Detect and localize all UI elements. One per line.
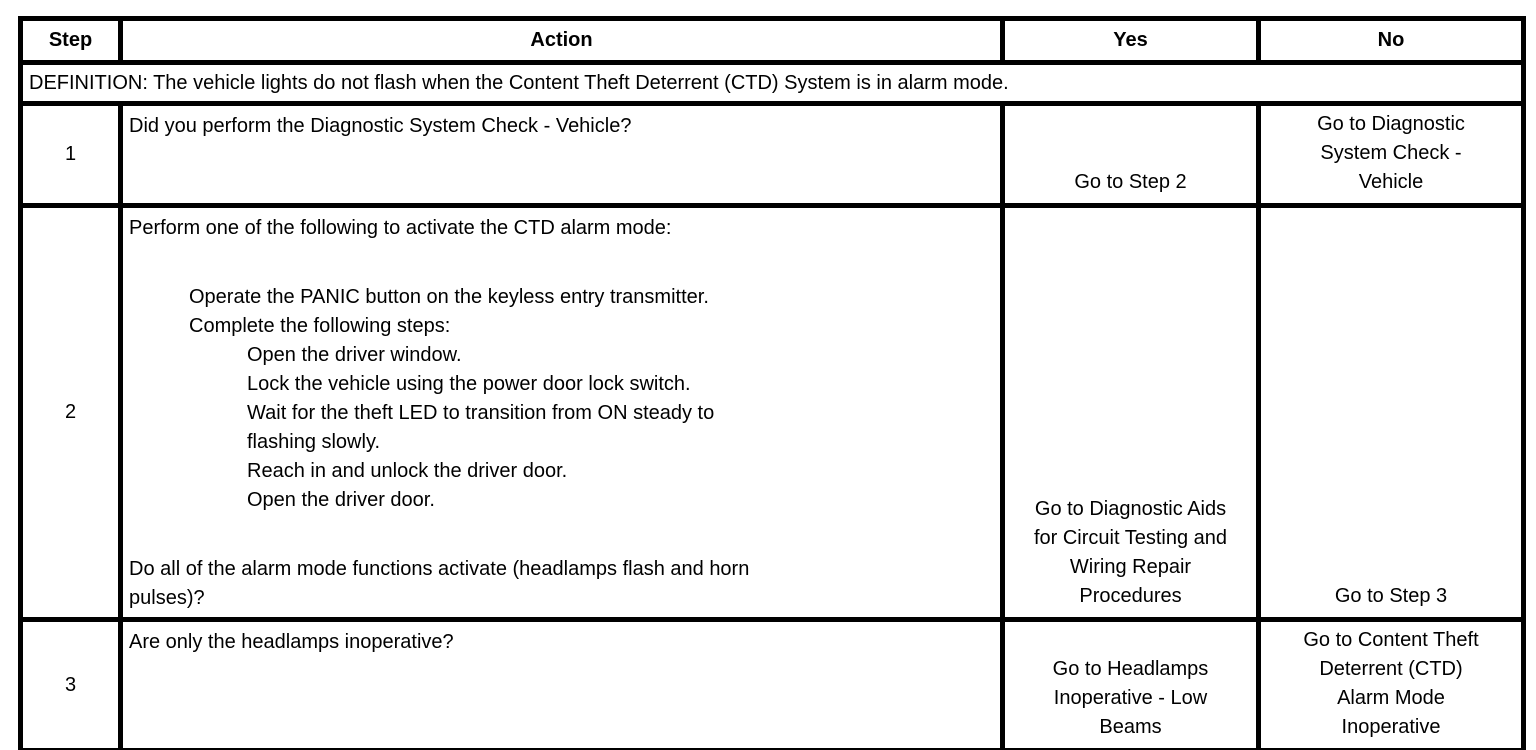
action-line: Reach in and unlock the driver door. xyxy=(247,460,568,482)
table-row-step-1 xyxy=(21,104,1524,206)
yes-line: Inoperative - Low xyxy=(1053,687,1208,709)
action-line: Did you perform the Diagnostic System Check - Vehicle? xyxy=(129,115,632,137)
table-row-step-2 xyxy=(21,206,1524,620)
yes-line: Go to Step 2 xyxy=(1074,171,1187,193)
definition-row xyxy=(21,63,1524,104)
yes-line: Go to Diagnostic Aids xyxy=(1034,498,1227,520)
col-header-step: Step xyxy=(21,19,121,63)
yes-line: Wiring Repair xyxy=(1069,556,1192,578)
action-cell xyxy=(121,620,1003,750)
action-line: pulses)? xyxy=(129,587,205,609)
yes-line: for Circuit Testing and xyxy=(1033,527,1228,549)
yes-line: Go to Headlamps xyxy=(1052,658,1209,680)
no-cell xyxy=(1259,104,1524,206)
no-line: Alarm Mode xyxy=(1337,687,1445,709)
header-row xyxy=(21,19,1524,63)
action-line: Are only the headlamps inoperative? xyxy=(129,631,454,653)
no-line: Inoperative xyxy=(1341,716,1441,738)
action-line: Complete the following steps: xyxy=(189,315,451,337)
table-row-step-3 xyxy=(21,620,1524,750)
no-line: System Check - xyxy=(1320,142,1462,164)
action-cell xyxy=(121,104,1003,206)
action-line xyxy=(129,515,992,555)
yes-cell xyxy=(1003,104,1259,206)
action-line: Operate the PANIC button on the keyless entry transmitter. xyxy=(189,286,709,308)
step-number-cell: 1 xyxy=(21,104,121,206)
action-line: flashing slowly. xyxy=(247,431,381,453)
no-cell xyxy=(1259,206,1524,620)
action-line: Open the driver door. xyxy=(247,489,435,511)
action-line: Lock the vehicle using the power door lock switch. xyxy=(247,373,691,395)
no-line: Vehicle xyxy=(1358,171,1424,193)
action-line: Perform one of the following to activate the CTD alarm mode: xyxy=(129,217,672,239)
col-header-action: Action xyxy=(121,19,1003,63)
action-line: Wait for the theft LED to transition from ON steady to xyxy=(247,402,715,424)
no-line: Go to Diagnostic xyxy=(1317,113,1465,135)
col-header-yes: Yes xyxy=(1003,19,1259,63)
yes-line: Procedures xyxy=(1079,585,1182,607)
col-header-no: No xyxy=(1259,19,1524,63)
action-line: Do all of the alarm mode functions activate (headlamps flash and horn xyxy=(129,558,750,580)
yes-cell xyxy=(1003,620,1259,750)
yes-cell xyxy=(1003,206,1259,620)
action-cell xyxy=(121,206,1003,620)
definition-text: DEFINITION: The vehicle lights do not flash when the Content Theft Deterrent (CTD) System is in alarm mode. xyxy=(21,63,1524,104)
no-line: Deterrent (CTD) xyxy=(1319,658,1463,680)
step-number-cell: 3 xyxy=(21,620,121,750)
action-line xyxy=(129,243,992,283)
no-line: Go to Content Theft xyxy=(1303,629,1479,651)
no-cell xyxy=(1259,620,1524,750)
action-line: Open the driver window. xyxy=(247,344,462,366)
diagnostic-procedure-table xyxy=(18,16,1526,750)
step-number-cell: 2 xyxy=(21,206,121,620)
no-line: Go to Step 3 xyxy=(1334,585,1448,607)
yes-line: Beams xyxy=(1099,716,1162,738)
